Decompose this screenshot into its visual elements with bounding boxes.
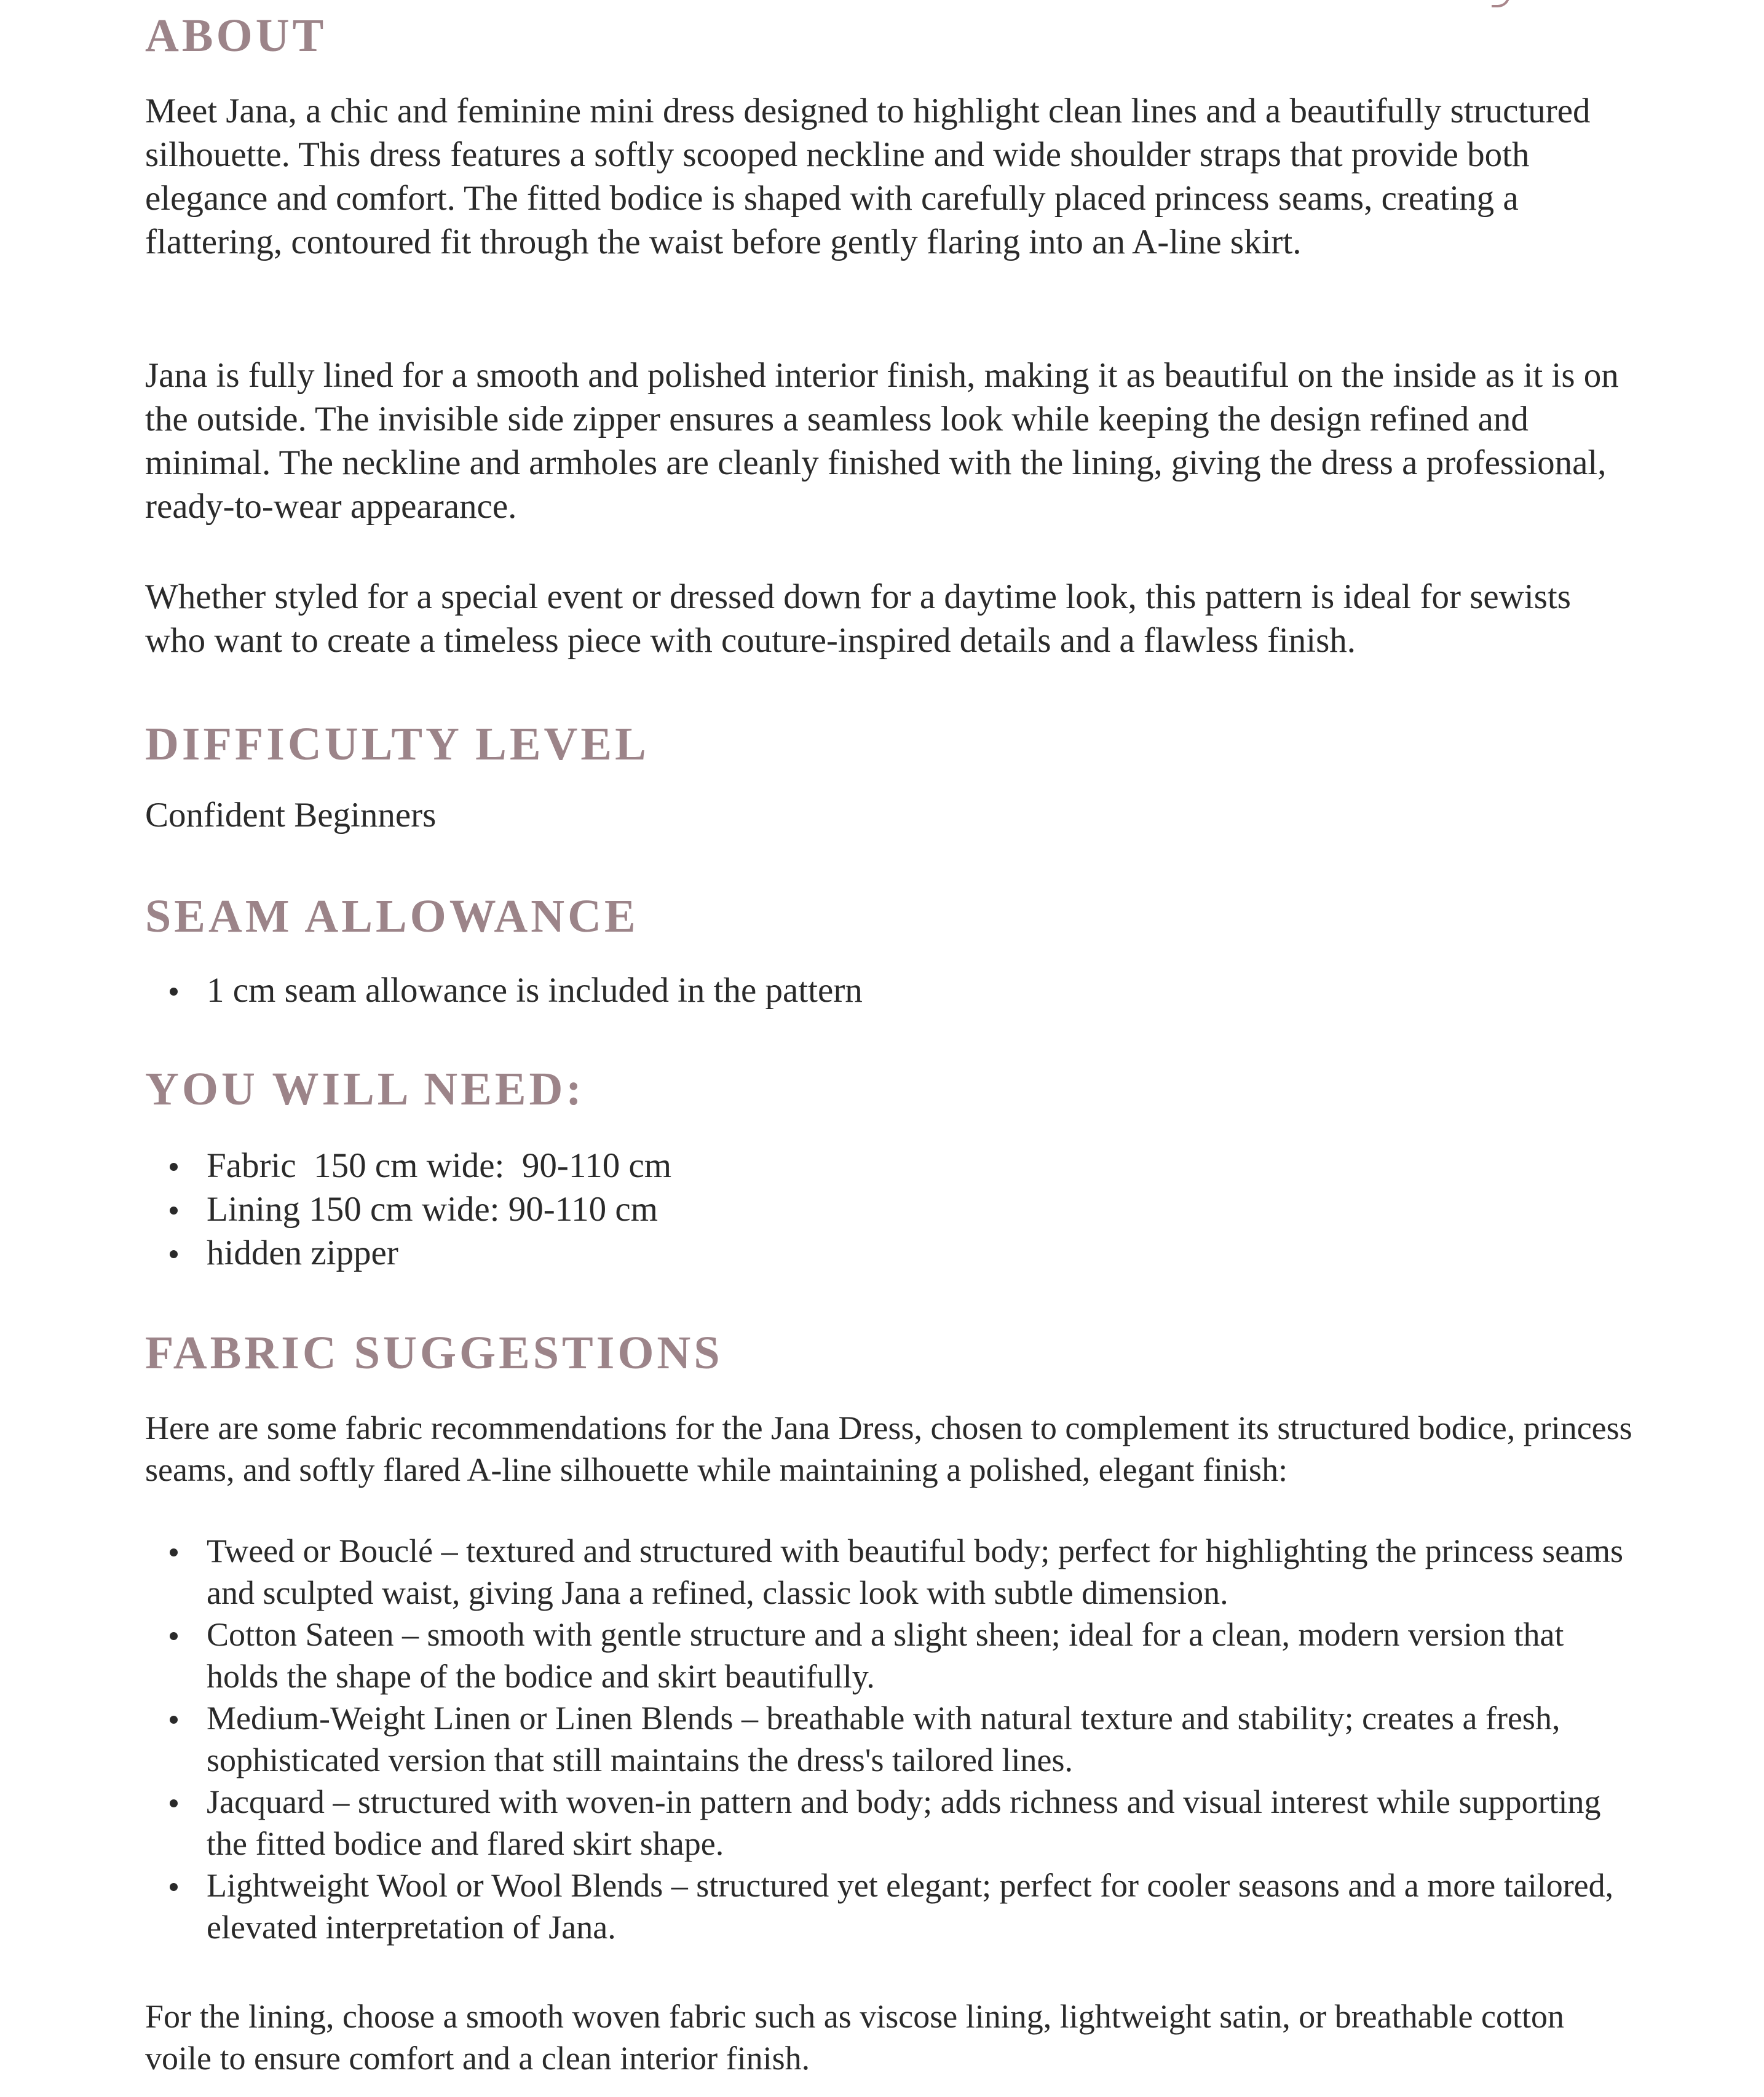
decorative-corner-mark (1492, 0, 1510, 7)
list-item: Cotton Sateen – smooth with gentle structure and a slight sheen; ideal for a clean, modern version that holds the shape of the bodice and skirt beautifully. (145, 1614, 1633, 1697)
list-item: 1 cm seam allowance is included in the pattern (145, 969, 1633, 1012)
list-item: Jacquard – structured with woven-in pattern and body; adds richness and visual interest while supporting the fitted bodice and flared skirt shape. (145, 1781, 1633, 1865)
list-item: Medium-Weight Linen or Linen Blends – breathable with natural texture and stability; creates a fresh, sophisticated version that still maintains the dress's tailored lines. (145, 1697, 1633, 1781)
you-will-need-heading: YOU WILL NEED: (145, 1063, 585, 1115)
fabric-suggestions-heading: FABRIC SUGGESTIONS (145, 1327, 723, 1379)
seam-allowance-heading: SEAM ALLOWANCE (145, 890, 639, 942)
list-item: hidden zipper (145, 1231, 1633, 1275)
about-paragraph-1: Meet Jana, a chic and feminine mini dress designed to highlight clean lines and a beautifully structured silhouette. This dress features a softly scooped neckline and wide shoulder straps that provide both elegance and comfort. The fitted bodice is shaped with carefully placed princess seams, creating a flattering, contoured fit through the waist before gently flaring into an A-line skirt. (145, 92, 1591, 261)
fabric-suggestions-list (145, 1530, 1633, 1948)
list-item: Tweed or Bouclé – textured and structured with beautiful body; perfect for highlighting the princess seams and sculpted waist, giving Jana a refined, classic look with subtle dimension. (145, 1530, 1633, 1614)
about-heading: ABOUT (145, 10, 327, 61)
list-item: Fabric 150 cm wide: 90-110 cm (145, 1144, 1633, 1187)
seam-allowance-list (145, 969, 1633, 1012)
about-paragraph-2: Jana is fully lined for a smooth and polished interior finish, making it as beautiful on the inside as it is on the outside. The invisible side zipper ensures a seamless look while keeping the design refined and minimal. The neckline and armholes are cleanly finished with the lining, giving the dress a professional, ready-to-wear appearance. (145, 356, 1619, 526)
you-will-need-list (145, 1144, 1633, 1275)
list-item: Lightweight Wool or Wool Blends – structured yet elegant; perfect for cooler seasons and a more tailored, elevated interpretation of Jana. (145, 1865, 1633, 1948)
difficulty-value: Confident Beginners (145, 796, 437, 834)
fabric-suggestions-intro: Here are some fabric recommendations for the Jana Dress, chosen to complement its structured bodice, princess seams, and softly flared A-line silhouette while maintaining a polished, elegant finish: (145, 1409, 1632, 1488)
lining-note: For the lining, choose a smooth woven fabric such as viscose lining, lightweight satin, or breathable cotton voile to ensure comfort and a clean interior finish. (145, 1998, 1565, 2077)
list-item: Lining 150 cm wide: 90-110 cm (145, 1187, 1633, 1231)
difficulty-heading: DIFFICULTY LEVEL (145, 718, 649, 770)
about-paragraph-3: Whether styled for a special event or dressed down for a daytime look, this pattern is ideal for sewists who want to create a timeless piece with couture-inspired details and a flawless finish. (145, 577, 1571, 660)
